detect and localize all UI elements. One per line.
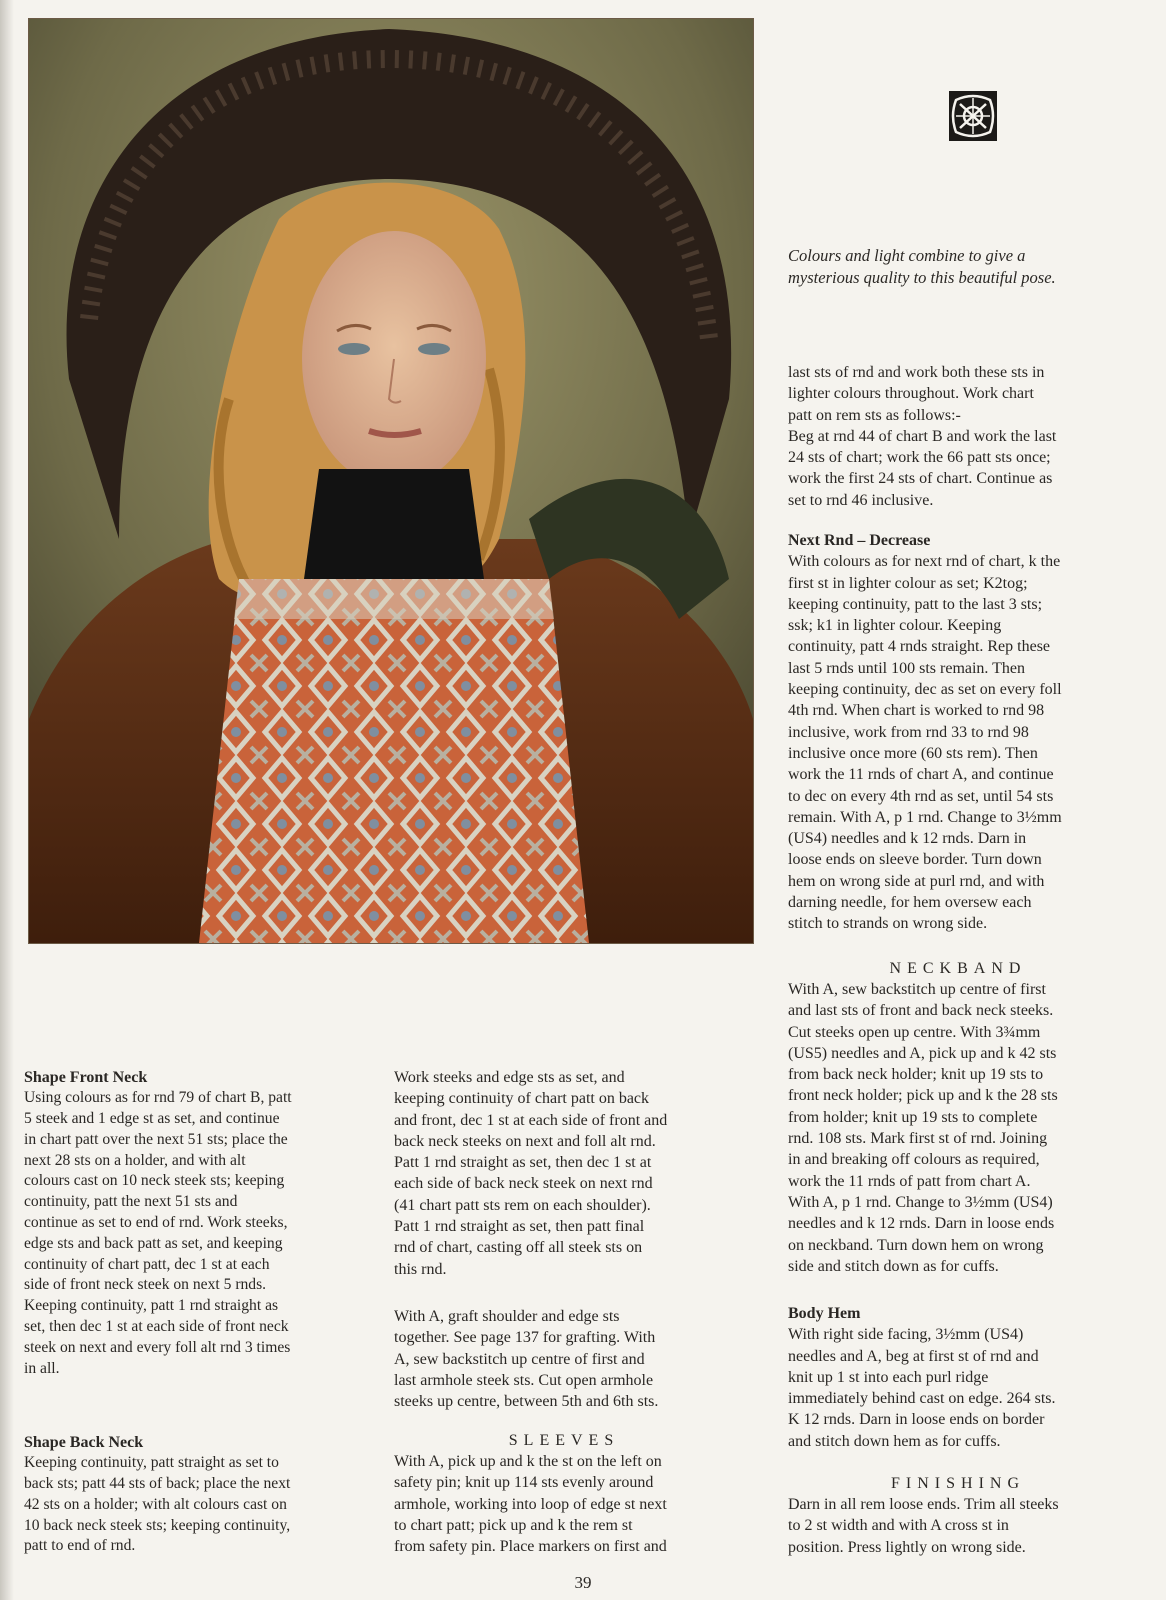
text-line: to 2 st width and with A cross st in [788, 1517, 1009, 1535]
text-line: continue as set to end of rnd. Work steeks, [24, 1214, 288, 1232]
text-line: With A, p 1 rnd. Change to 3½mm (US4) [788, 1193, 1053, 1211]
text-line: 42 sts on a holder; with alt colours cast on [24, 1495, 287, 1513]
text-line: A, sew backstitch up centre of first and [394, 1350, 645, 1368]
text-line: on neckband. Turn down hem on wrong [788, 1236, 1044, 1254]
text-line: in chart patt over the next 51 sts; place the [24, 1130, 288, 1148]
section-heading: NECKBAND [889, 960, 1027, 977]
text-line: Beg at rnd 44 of chart B and work the last [788, 427, 1057, 445]
text-line: With colours as for next rnd of chart, k the [788, 553, 1061, 571]
text-line: from holder; knit up 19 sts to complete [788, 1108, 1038, 1126]
text-line: work the 11 rnds of chart A, and continue [788, 766, 1054, 784]
text-line: patt on rem sts as follows:- [788, 406, 961, 424]
section-sleeves [394, 1430, 734, 1557]
text-line: side and stitch down as for cuffs. [788, 1257, 999, 1275]
text-line: Keeping continuity, patt 1 rnd straight as [24, 1297, 279, 1315]
text-line: 24 sts of chart; work the 66 patt sts once; [788, 449, 1051, 467]
text-line: together. See page 137 for grafting. With [394, 1329, 656, 1347]
text-line: last armhole steek sts. Cut open armhole [394, 1371, 654, 1389]
section-grafting [394, 1306, 658, 1412]
text-line: continuity, patt 4 rnds straight. Rep these [788, 638, 1051, 656]
text-line: patt to end of rnd. [24, 1537, 136, 1555]
right-column-continuation [788, 362, 1056, 511]
text-line: steeks up centre, between 5th and 6th sts. [394, 1393, 659, 1411]
page-number: 39 [574, 1573, 592, 1592]
section-neckband [788, 958, 1128, 1277]
section-heading: FINISHING [891, 1475, 1025, 1492]
text-line: stitch to strands on wrong side. [788, 915, 988, 933]
text-line: keeping continuity of chart patt on back [394, 1090, 650, 1108]
text-line: set, then dec 1 st at each side of front neck [24, 1318, 289, 1336]
text-line: continuity, patt the next 51 sts and [24, 1193, 238, 1211]
text-line: rnd. 108 sts. Mark first st of rnd. Joining [788, 1130, 1048, 1148]
text-line: position. Press lightly on wrong side. [788, 1538, 1026, 1556]
text-line: and front, dec 1 st at each side of front and [394, 1111, 668, 1129]
text-line: knit up 1 st into each purl ridge [788, 1368, 989, 1386]
text-line: front neck holder; pick up and k the 28 sts [788, 1087, 1058, 1105]
text-line: keeping continuity, patt to the last 3 sts; [788, 595, 1043, 613]
text-line: ssk; k1 in lighter colour. Keeping [788, 617, 1002, 635]
text-line: side of front neck steek on next 5 rnds. [24, 1276, 267, 1294]
section-heading: Shape Front Neck [24, 1069, 148, 1086]
text-line: to dec on every 4th rnd as set, until 54 sts [788, 787, 1054, 805]
text-line: needles and k 12 rnds. Darn in loose ends [788, 1215, 1055, 1233]
section-next-rnd-decrease [788, 530, 1062, 935]
text-line: 10 back neck steek sts; keeping continuity, [24, 1516, 291, 1534]
text-line: rnd of chart, casting off all steek sts on [394, 1239, 643, 1257]
text-line: work the first 24 sts of chart. Continue as [788, 470, 1053, 488]
text-line: Work steeks and edge sts as set, and [394, 1069, 625, 1086]
text-line: last 5 rnds until 100 sts remain. Then [788, 659, 1026, 677]
text-line: to chart patt; pick up and k the rem st [394, 1516, 633, 1534]
text-line: back neck steeks on next and foll alt rnd. [394, 1132, 656, 1150]
text-line: steek on next and every foll alt rnd 3 times [24, 1338, 291, 1356]
text-line: inclusive once more (60 sts rem). Then [788, 744, 1038, 762]
text-line: this rnd. [394, 1260, 447, 1278]
text-line: from safety pin. Place markers on first and [394, 1538, 667, 1556]
photo-model-in-hooded-cloak [28, 18, 754, 944]
text-line: With A, pick up and k the st on the left on [394, 1453, 662, 1470]
text-line: With A, graft shoulder and edge sts [394, 1308, 620, 1325]
page-gutter-shadow [0, 0, 14, 1600]
text-line: each side of back neck steek on next rnd [394, 1175, 653, 1193]
text-line: and last sts of front and back neck steeks. [788, 1002, 1054, 1020]
text-line: darning needle, for hem oversew each [788, 894, 1032, 912]
photo-caption [788, 245, 1128, 289]
text-line: work the 11 rnds of patt from chart A. [788, 1172, 1031, 1190]
caption-line: mysterious quality to this beautiful pose. [788, 268, 1056, 287]
text-line: lighter colours throughout. Work chart [788, 385, 1034, 403]
section-heading: SLEEVES [508, 1432, 620, 1449]
section-heading: Next Rnd – Decrease [788, 532, 931, 549]
text-line: (41 chart patt sts rem on each shoulder). [394, 1196, 651, 1214]
text-line: first st in lighter colour as set; K2tog; [788, 574, 1028, 592]
text-line: edge sts and back patt as set, and keeping [24, 1234, 283, 1252]
text-line: 4th rnd. When chart is worked to rnd 98 [788, 702, 1045, 720]
text-line: armhole, working into loop of edge st next [394, 1495, 667, 1513]
text-line: next 28 sts on a holder, and with alt [24, 1151, 246, 1169]
section-shape-back-neck [24, 1432, 290, 1557]
section-finishing [788, 1473, 1128, 1558]
text-line: colours cast on 10 neck steek sts; keeping [24, 1172, 285, 1190]
text-line: needles and A, beg at first st of rnd and [788, 1347, 1039, 1365]
text-line: in and breaking off colours as required, [788, 1151, 1040, 1169]
text-line: immediately behind cast on edge. 264 sts. [788, 1390, 1056, 1408]
text-line: 5 steek and 1 edge st as set, and continue [24, 1110, 280, 1128]
text-line: from back neck holder; knit up 19 sts to [788, 1066, 1044, 1084]
text-line: keeping continuity, dec as set on every foll [788, 681, 1062, 699]
text-line: hem on wrong side at purl rnd, and with [788, 872, 1045, 890]
text-line: remain. With A, p 1 rnd. Change to 3½mm [788, 808, 1062, 826]
text-line: Patt 1 rnd straight as set, then patt final [394, 1218, 645, 1236]
text-line: Darn in all rem loose ends. Trim all steeks [788, 1496, 1059, 1513]
text-line: last sts of rnd and work both these sts in [788, 364, 1045, 381]
text-line: continuity of chart patt, dec 1 st at each [24, 1255, 270, 1273]
section-shape-front-neck [24, 1067, 292, 1379]
caption-line: Colours and light combine to give a [788, 246, 1026, 265]
text-line: Using colours as for rnd 79 of chart B, patt [24, 1089, 292, 1107]
text-line: set to rnd 46 inclusive. [788, 491, 934, 509]
text-line: (US5) needles and A, pick up and k 42 sts [788, 1044, 1057, 1062]
text-line: With right side facing, 3½mm (US4) [788, 1326, 1024, 1344]
section-heading: Shape Back Neck [24, 1434, 144, 1451]
text-line: With A, sew backstitch up centre of first [788, 981, 1046, 998]
text-line: in all. [24, 1359, 60, 1377]
text-line: back sts; patt 44 sts of back; place the next [24, 1475, 291, 1493]
section-heading: Body Hem [788, 1305, 861, 1322]
text-line: Patt 1 rnd straight as set, then dec 1 st at [394, 1154, 652, 1172]
text-line: inclusive, work from rnd 33 to rnd 98 [788, 723, 1029, 741]
text-line: Keeping continuity, patt straight as set to [24, 1454, 279, 1472]
text-line: (US4) needles and k 12 rnds. Darn in [788, 830, 1027, 848]
celtic-knot-icon [948, 90, 998, 142]
text-line: K 12 rnds. Darn in loose ends on border [788, 1411, 1045, 1429]
text-line: Cut steeks open up centre. With 3¾mm [788, 1023, 1041, 1041]
text-line: safety pin; knit up 114 sts evenly around [394, 1474, 654, 1492]
text-line: loose ends on sleeve border. Turn down [788, 851, 1042, 869]
text-line: and stitch down hem as for cuffs. [788, 1432, 1001, 1450]
section-steeks-and-shoulders [394, 1067, 667, 1280]
section-body-hem [788, 1303, 1056, 1452]
